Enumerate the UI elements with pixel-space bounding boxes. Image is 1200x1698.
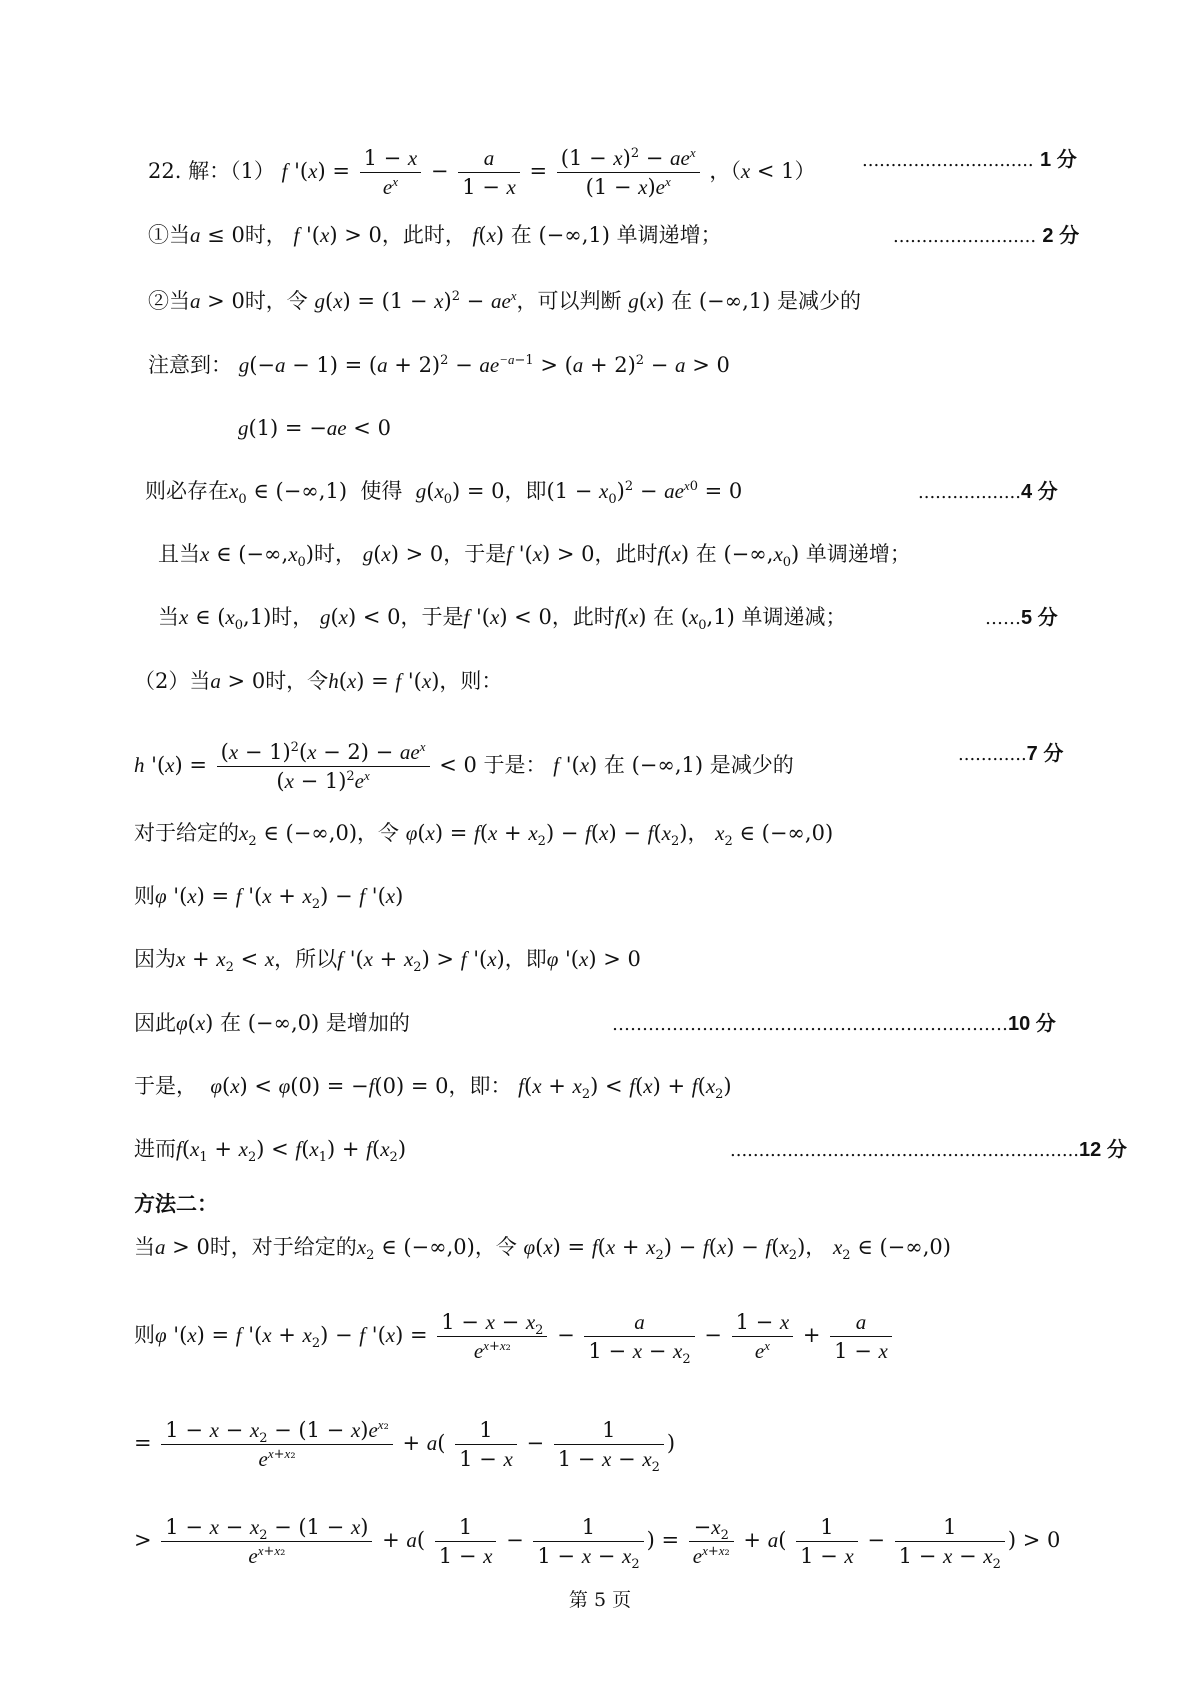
h-prime-line: h '(x) = $\frac{(x - 1)^2(x - 2) - ae^x}{(x - 1)^2e^x}$ < 0 于是： f '(x) 在 (−∞,1) 是减少的 <box>134 739 794 793</box>
method2-given-line: 当a > 0时，对于给定的$x_2$ ∈ (−∞,0)，令 $\varphi(x) = f(x + x_2) - f(x) - f(x_2)$， $x_2$ ∈ (−∞,0) <box>134 1235 951 1264</box>
exist-line: 则必存在$x_0$ ∈ (−∞,1) 使得 $g(x_0) = 0$，即$(1 - x_0)^2 - ae^{x0} = 0$ <box>145 478 743 508</box>
further-line: 进而$f(x_1 + x_2) < f(x_1) + f(x_2)$ <box>134 1137 407 1166</box>
case2-line: ②当a > 0时，令 $g(x) = (1 - x)^2 - ae^x$，可以判断 g(x) 在 (−∞,1) 是减少的 <box>148 288 862 313</box>
fraction: $\frac{1}{1 - x - x_2}$ <box>554 1416 664 1473</box>
fraction: $\frac{1 - x - x_2 - (1 - x)}{e^{x+x_2}}$ <box>161 1513 372 1570</box>
fraction: $\frac{-x_2}{e^{x+x_2}}$ <box>689 1513 734 1570</box>
fraction: $\frac{1 - x}{e^x}$ <box>360 144 422 201</box>
part2-line: （2）当a > 0时，令h(x) = f '(x)，则： <box>134 669 503 693</box>
phi-prime-line: 则φ '(x) = f '$(x + x_2) - f$ '(x) <box>134 884 404 913</box>
because-line: 因为$x + x_2 < x$，所以f '$(x + x_2) > f$ '(x)，即φ '(x) > 0 <box>134 947 641 976</box>
fraction: $\frac{1 - x - x_2}{e^{x+x_2}}$ <box>437 1308 547 1365</box>
increasing-interval-line: 且当x ∈ $(-\infty,x_0)$时， g(x) > 0，于是f '(x) > 0，此时f(x) 在 $(-\infty,x_0)$ 单调递增； <box>158 542 911 571</box>
score-4: ..................4 分 <box>918 481 1058 503</box>
score-12: .............................................................12 分 <box>730 1139 1127 1161</box>
fraction: $\frac{1}{1 - x}$ <box>455 1416 517 1473</box>
fraction: $\frac{(1 - x)^2 - ae^x}{(1 - x)e^x}$ <box>557 144 700 201</box>
fraction: $\frac{1 - x - x_2 - (1 - x)e^{x_2}}{e^{x+x_2}}$ <box>161 1416 393 1473</box>
fraction: $\frac{1}{1 - x}$ <box>435 1513 497 1570</box>
score-1: .............................. 1 分 <box>862 149 1077 171</box>
fraction: $\frac{1}{1 - x - x_2}$ <box>533 1513 643 1570</box>
fraction: $\frac{a}{1 - x - x_2}$ <box>584 1308 694 1365</box>
hence-line: 因此φ(x) 在 (−∞,0) 是增加的 <box>134 1011 410 1035</box>
thus-line: 于是， φ(x) < φ(0) = −f(0) = 0，即： $f(x + x_2) < f(x) + f(x_2)$ <box>134 1074 732 1103</box>
fraction: $\frac{1 - x}{e^x}$ <box>732 1308 794 1365</box>
page-number: 第 5 页 <box>568 1589 632 1611</box>
score-10: …………………………………………………………10 分 <box>612 1013 1056 1035</box>
fraction: $\frac{(x - 1)^2(x - 2) - ae^x}{(x - 1)^2e^x}$ <box>217 738 430 795</box>
case1-line: ①当a ≤ 0时， f '(x) > 0，此时， f(x) 在 (−∞,1) 单调递增； <box>148 223 722 247</box>
decreasing-interval-line: 当x ∈ $(x_0,1)$时， g(x) < 0，于是f '(x) < 0，此时f(x) 在 $(x_0,1)$ 单调递减； <box>158 605 847 634</box>
g1-line: g(1) = −ae < 0 <box>238 416 391 440</box>
fraction: $\frac{1}{1 - x}$ <box>796 1513 858 1570</box>
note-line: 注意到： $g(-a - 1) = (a + 2)^2 - ae^{-a-1} > (a + 2)^2 - a > 0$ <box>148 352 730 377</box>
fraction: $\frac{a}{1 - x}$ <box>458 144 520 201</box>
fraction: $\frac{a}{1 - x}$ <box>830 1308 892 1365</box>
method2-simplify-line: = $\frac{1 - x - x_2 - (1 - x)e^{x_2}}{e^{x+x_2}}$ + a( $\frac{1}{1 - x}$ − $\frac{1}{1 - x - x_2}$ ) <box>134 1417 676 1476</box>
problem-label: 22. 解：（1） <box>148 159 275 183</box>
score-7: ............7 分 <box>958 743 1064 765</box>
method2-heading: 方法二： <box>134 1193 218 1216</box>
score-2: ......................... 2 分 <box>893 225 1080 247</box>
given-line: 对于给定的$x_2$ ∈ (−∞,0)，令 $\varphi(x) = f(x + x_2) - f(x) - f(x_2)$， $x_2$ ∈ (−∞,0) <box>134 821 834 850</box>
score-5: ……5 分 <box>985 607 1058 629</box>
method2-derivative-line: 则φ '(x) = f '$(x + x_2) - f$ '(x) = $\frac{1 - x - x_2}{e^{x+x_2}}$ − $\frac{a}{1 - x - x_2}$ − $\frac{1 - x}{e^x}$ + $\frac{a}{1 - x}$ <box>134 1308 895 1365</box>
fraction: $\frac{1}{1 - x - x_2}$ <box>895 1513 1005 1570</box>
part1-derivative-line: 22. 解：（1） f '(x) = $\frac{1 - x}{e^x}$ − $\frac{a}{1 - x}$ = $\frac{(1 - x)^2 - ae^x}{(1 - x)e^x}$ ，（x < 1） <box>148 145 816 199</box>
method2-inequality-line: > $\frac{1 - x - x_2 - (1 - x)}{e^{x+x_2}}$ + a( $\frac{1}{1 - x}$ − $\frac{1}{1 - x - x_2}$ ) = $\frac{-x_2}{e^{x+x_2}}$ + a( $\frac{1}{1 - x}$ − $\frac{1}{1 - x - x_2}$ ) > 0 <box>134 1515 1061 1573</box>
